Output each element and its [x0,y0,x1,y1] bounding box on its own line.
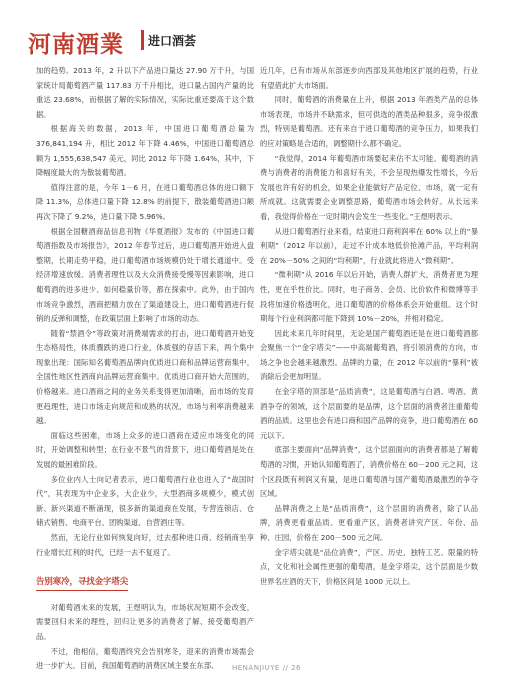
right-column [260,64,478,589]
paragraph: 面临这些困难，市场上众多的进口酒商在适应市场变化的同时，开始调整和转型；在行业不景气的背景下，进口葡萄酒是处在发展的最困难阶段。 [36,430,254,470]
paragraph: “微利期”从 2016 年以后开始，消费人群扩大，消费者更为理性，更在乎性价比。同时，电子商务、会员、比价软件和微博等手段将加速价格透明化，进口葡萄酒的价格体系会开始重组。这个时期每个行业利润都可能下降到 10%－20%，并相对稳定。 [260,270,478,324]
paragraph: 值得注意的是，今年 1－6 月，在进口葡萄酒总体的进口额下降 11.3%，总体进口量下降 12.8% 的前提下，散装葡萄酒进口额再次下降了 9.2%，进口量下降 5.96%。 [36,182,254,221]
paragraph: 加的趋势。2013 年，2 升以下产品进口量达 27.90 万千升，与国家统计局葡萄酒产量 117.83 万千升相比，进口量占国内产量的比重达 23.68%，而根据了解的实际情况，实际比重还要高于这个数据。 [36,66,254,119]
magazine-logo: 河南酒業 [28,31,124,58]
paragraph: 然而，无论行业如何恢复向好，过去那种进口商、经销商坐享行业增长红利的时代，已经一去不复返了。 [36,533,254,557]
paragraph: 根据全国糖酒商品信息刊物《华夏酒报》发布的《中国进口葡萄酒指数及市场报告》，2012 年春节过后，进口葡萄酒开始进入盘整期，长期走势平稳，进口葡萄酒市场规模仍处于增长通道中。受经济增速放缓、消费者理性以及大众消费接受慢等因素影响，进口葡萄酒的进多进少、如何稳量价等，都在探索中。此外，由于国内市场竞争激烈，酒商把精力放在了渠道建设上，进口葡萄酒进行促销的反弹和调整，在政策层面上影响了市场的动态。 [36,226,254,324]
paragraph: “我觉得，2014 年葡萄酒市场要起来估不太可能。葡萄酒的消费与消费者的消费能力和喜好有关，不会呈现热爆发性增长，今后发展也许有好的机会，如果企业能做好产品定位、市场，就一定有所成就。这就需要企业调整思路，葡萄酒市场会转好。从长远来看，我觉得价格在一定时期内会发生一些变化。”王煜明表示。 [260,153,478,221]
paragraph: 从进口葡萄酒行业来看，结束进口商利润率在 60% 以上的“暴利期”（2012 年以前），走过不计成本地低价抢滩产品，平均利润在 20%－50% 之间的“均利期”，行业就此将进入“微利期”。 [260,226,478,265]
logo-divider [141,30,144,50]
paragraph: 同时，葡萄酒的消费量在上升，根据 2013 年酒类产品的总体市场表现，市场并不缺需求，但可供选的酒类品种很多，竞争很激烈，特别是葡萄酒。还有来自于进口葡萄酒的竞争压力，如果我们的应对策略是合适的，调整期什么都不确定。 [260,95,478,148]
paragraph: 底部主要面向“品牌消费”，这个层面面向的消费者都是了解葡萄酒的习惯，开始认知葡萄酒了，消费价格在 60－200 元之间，这个区段既有利润又有量，是进口葡萄酒与国产葡萄酒最激烈的争夺区域。 [260,445,478,499]
section-title: 进口酒荟 [148,34,197,48]
paragraph: 多位业内人士向记者表示，进口葡萄酒行业也进入了“战国时代”，其表现为中企业多，大企业少，大型酒商多规模少，模式创新、新兴渠道不断涌现，很多新的渠道商在发展，专营连锁店、仓储式销售、电商平台、团购渠道、自营酒庄等。 [36,474,254,528]
paragraph: 在金字塔的顶部是“品质消费”，这是葡萄酒与白酒、啤酒、黄酒争夺的领域，这个层面要的是品牌，这个层面的消费者注重葡萄酒的品质。这里也会有进口商和国产品牌的竞争，进口葡萄酒在 60 元以下。 [260,387,478,440]
paragraph: 金字塔尖就是“品位消费”，产区、历史、独特工艺、限量的特点，文化和社会属性更强的葡萄酒，是金字塔尖，这个层面是少数世界名庄酒的天下，价格区间是 1000 元以上。 [260,547,478,586]
paragraph: 因此未来几年时间里，无论是国产葡萄酒还是在进口葡萄酒都会聚焦一个“金字塔尖”——中高端葡萄酒，将引领消费的方向，市场之争也会越来越激烈。品牌的力量，在 2012 年以前的“暴利”被消除后会更加明显。 [260,328,478,382]
paragraph: 品牌消费之上是“品质消费”，这个层面的消费者，除了认品牌，消费更看重品质、更看重产区，消费者讲究产区、年份、品种、庄园，价格在 200－500 元之间。 [260,503,478,542]
paragraph: 对葡萄酒未来的发展，王煜明认为，市场状况短期不会改变，需要回归未来的理性，回归让更多的消费者了解、接受葡萄酒产品。 [36,602,254,641]
page-footer: HENANJIUYE // 26 [232,664,301,672]
page-header [28,18,488,62]
paragraph: 近几年，已有市场从东部逐步向西部及其他地区扩展的趋势，行业有望借此扩大市场面。 [260,66,478,90]
subheading [36,574,254,591]
left-column [36,64,254,674]
paragraph: 随着“禁酒令”等政策对消费端需求的打击，进口葡萄酒开始变生态格局性，体质骤跌的进口行业，体质强的存活下来，两个集中现象出现：国际知名葡萄酒品牌向优质进口商和品牌运营商集中，全国性地区性酒商向品牌运营商集中。优质进口商开始大范围的，价格越来。进口酒商之间的业务关系变得更加清晰，而市场的发育更趋理性，进口市场走向规范和成熟的状况，市场与利率消费越来越。 [36,328,254,426]
subheading-text: 告别寒冷，寻找金字塔尖 [36,574,128,591]
paragraph: 根据海关的数据，2013 年，中国进口葡萄酒总量为 376,841,194 升，相比 2012 年下降 4.46%，中国进口葡萄酒总额为 1,555,638,547 美元，同比 2012 年下降 1.64%，其中，下降幅度最大的为散装葡萄酒。 [36,124,254,178]
paragraph: 不过，他相信，葡萄酒终究会告别寒冬，迎来的消费市场需会进一步扩大。目前，我国葡萄酒的消费区域主要在东部、 [36,646,254,671]
